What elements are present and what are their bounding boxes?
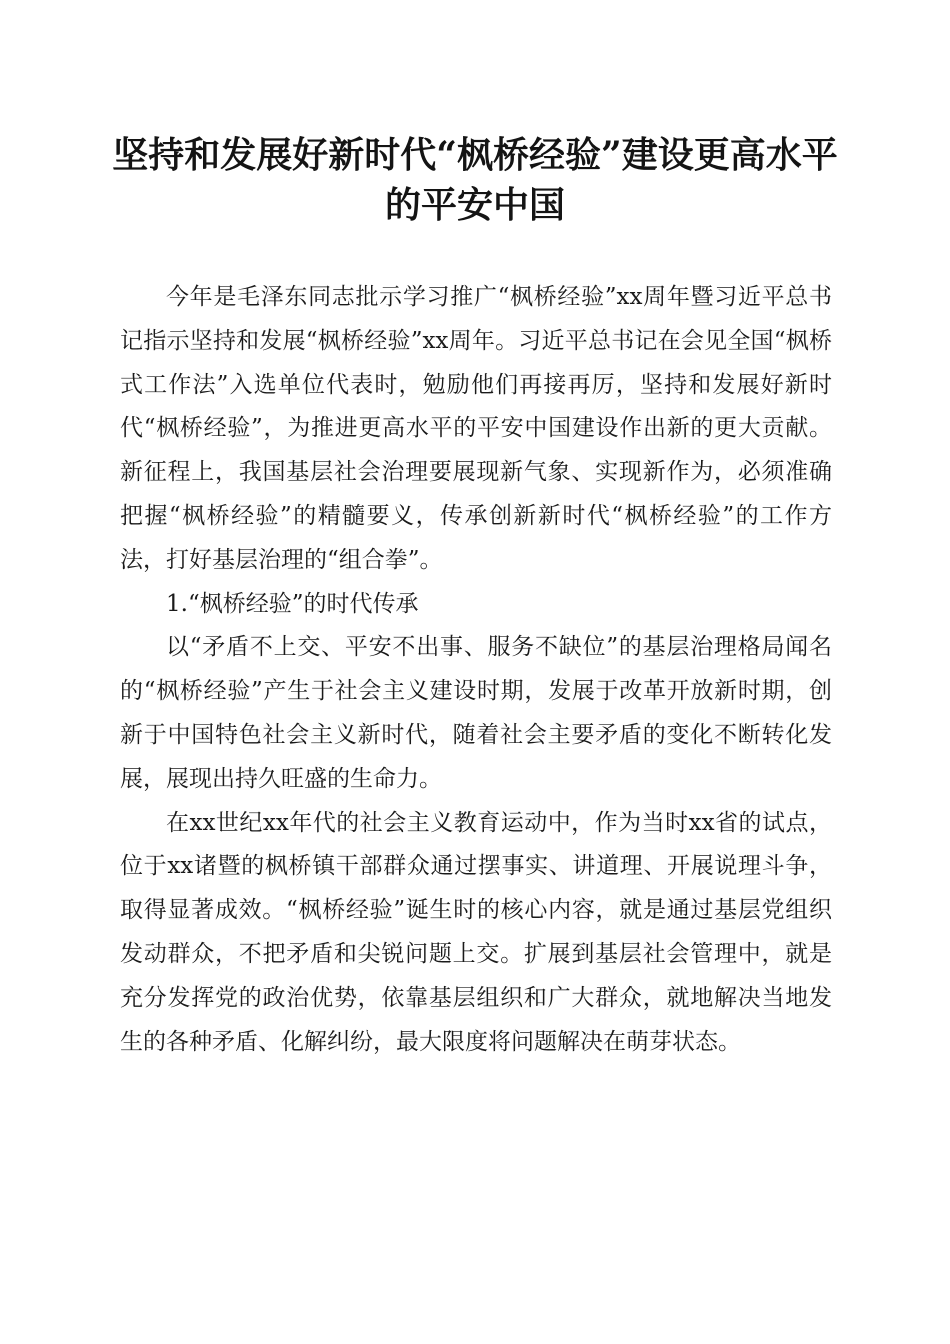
document-body [120,276,832,1064]
paragraph-section-1-a: 以“矛盾不上交、平安不出事、服务不缺位”的基层治理格局闻名的“枫桥经验”产生于社会主义建设时期，发展于改革开放新时期，创新于中国特色社会主义新时代，随着社会主要矛盾的变化不断转化发展，展现出持久旺盛的生命力。 [120,634,832,792]
section-heading-1: 1.“枫桥经验”的时代传承 [166,590,419,617]
paragraph-intro: 今年是毛泽东同志批示学习推广“枫桥经验”xx周年暨习近平总书记指示坚持和发展“枫桥经验”xx周年。习近平总书记在会见全国“枫桥式工作法”入选单位代表时，勉励他们再接再厉，坚持和发展好新时代“枫桥经验”，为推进更高水平的平安中国建设作出新的更大贡献。新征程上，我国基层社会治理要展现新气象、实现新作为，必须准确把握“枫桥经验”的精髓要义，传承创新新时代“枫桥经验”的工作方法，打好基层治理的“组合拳”。 [120,284,832,573]
document-title: 坚持和发展好新时代“枫桥经验”建设更高水平的平安中国 [112,134,838,226]
paragraph-section-1-b: 在xx世纪xx年代的社会主义教育运动中，作为当时xx省的试点，位于xx诸暨的枫桥镇干部群众通过摆事实、讲道理、开展说理斗争，取得显著成效。“枫桥经验”诞生时的核心内容，就是通过基层党组织发动群众，不把矛盾和尖锐问题上交。扩展到基层社会管理中，就是充分发挥党的政治优势，依靠基层组织和广大群众，就地解决当地发生的各种矛盾、化解纠纷，最大限度将问题解决在萌芽状态。 [120,809,832,1055]
